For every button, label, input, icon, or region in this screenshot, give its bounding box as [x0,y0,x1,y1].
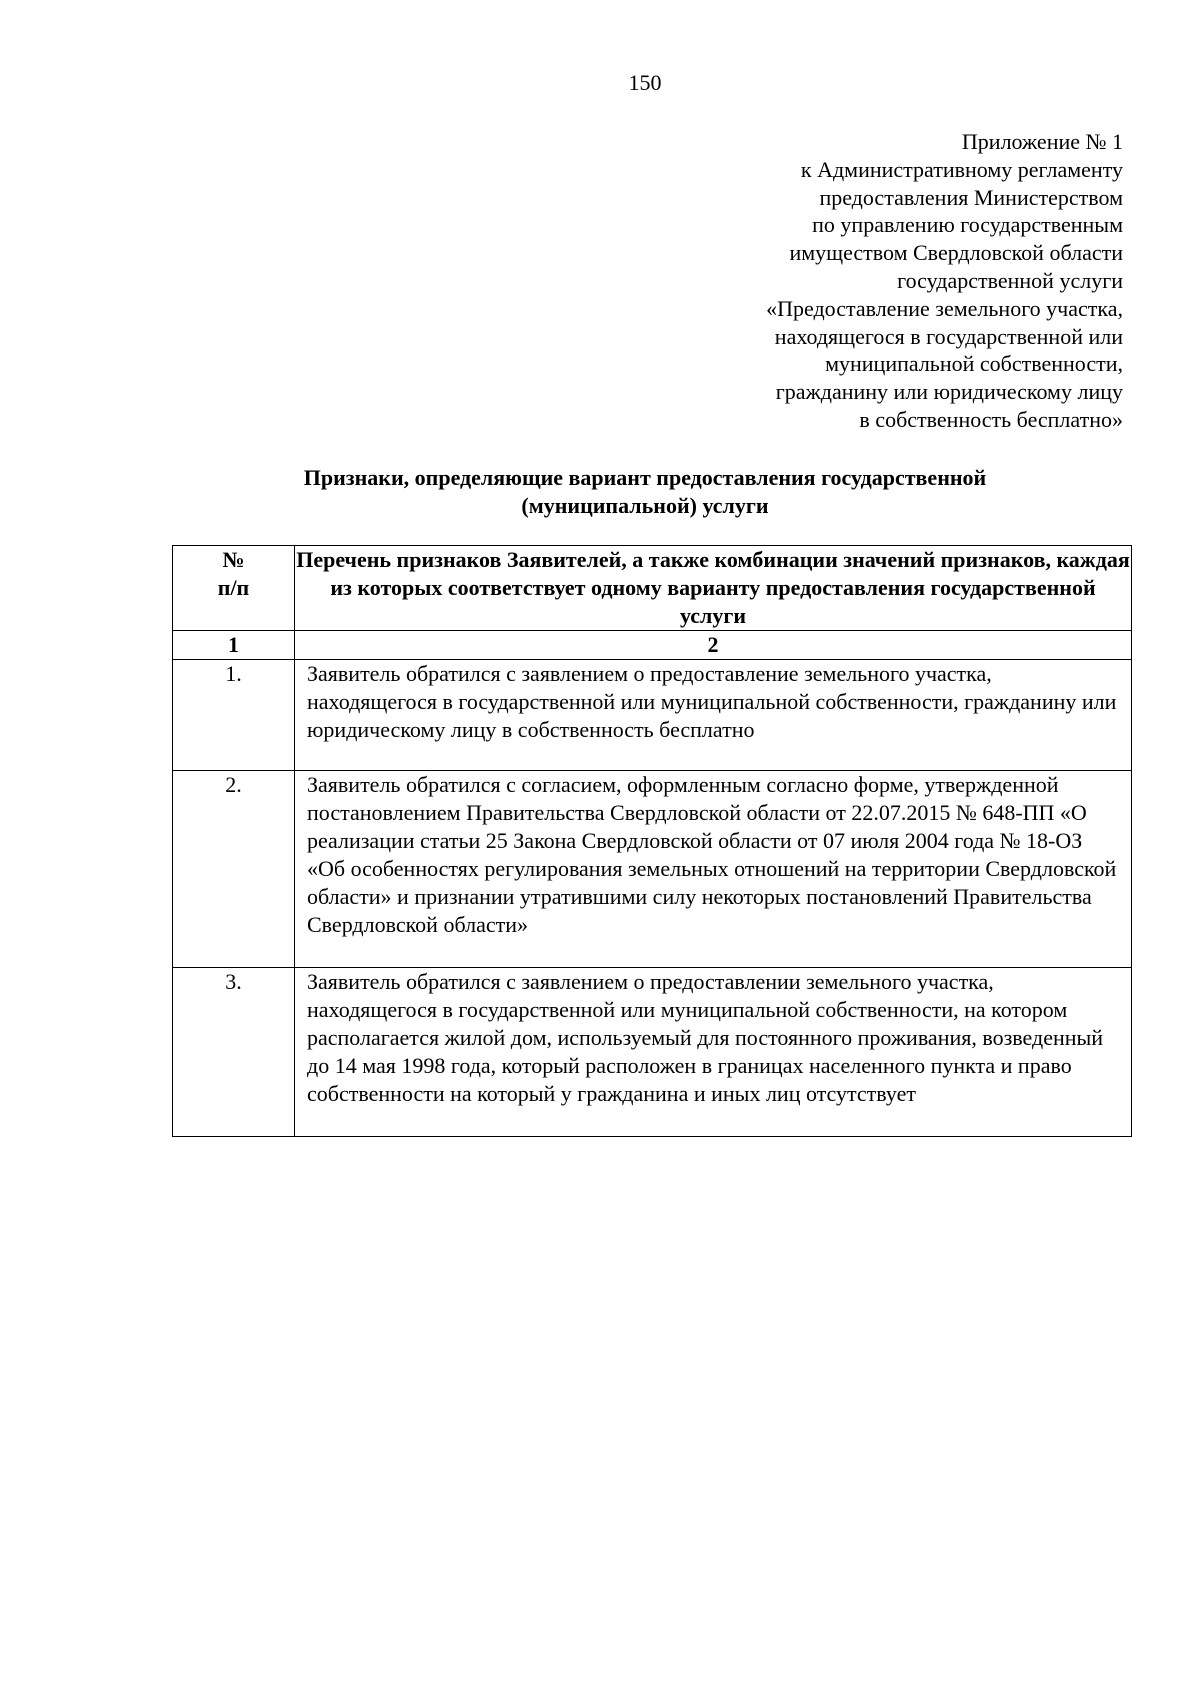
table-index-row [173,631,1132,660]
document-title-line: Признаки, определяющие вариант предоставления государственной [303,465,987,490]
appendix-line: находящегося в государственной или [774,323,1123,349]
column-index-cell: 1 [173,631,295,660]
appendix-reference [603,128,1123,434]
column-header-number [173,546,295,631]
document-title-line: (муниципальной) услуги [521,493,769,518]
appendix-line: Приложение № 1 [961,129,1123,154]
appendix-line: по управлению государственным [812,212,1123,238]
table-row [173,660,1132,771]
column-index-cell: 2 [295,631,1132,660]
page-number: 150 [628,70,662,95]
appendix-line: в собственность бесплатно» [859,406,1123,432]
table-row [173,771,1132,968]
row-criteria-cell: Заявитель обратился с согласием, оформленным согласно форме, утвержденной постановлением Правительства Свердловской области от 22.07.2015 № 648-ПП «О реализации статьи 25 Закона Свердловской области от 07 июля 2004 года № 18-ОЗ «Об особенностях регулирования земельных отношений на территории Свердловской области» и признании утратившими силу некоторых постановлений Правительства Свердловской области» [295,771,1132,968]
column-header-criteria: Перечень признаков Заявителей, а также комбинации значений признаков, каждая из которых соответствует одному варианту предоставления государственной услуги [295,546,1132,631]
row-number-cell: 1. [173,660,295,771]
table-header-row [173,546,1132,631]
row-number-cell: 3. [173,968,295,1137]
appendix-line: имуществом Свердловской области [789,240,1123,266]
row-criteria-cell: Заявитель обратился с заявлением о предоставлении земельного участка, находящегося в государственной или муниципальной собственности, на котором располагается жилой дом, используемый для постоянного проживания, возведенный до 14 мая 1998 года, который расположен в границах населенного пункта и право собственности на который у гражданина и иных лиц отсутствует [295,968,1132,1137]
row-criteria-cell: Заявитель обратился с заявлением о предоставление земельного участка, находящегося в государственной или муниципальной собственности, гражданину или юридическому лицу в собственность бесплатно [295,660,1132,771]
appendix-line: государственной услуги [897,267,1123,293]
column-header-number-line: п/п [217,575,250,600]
document-title [160,464,1130,520]
appendix-line: к Административному регламенту [800,156,1123,182]
column-header-number-line: № [222,547,245,572]
appendix-line: «Предоставление земельного участка, [766,295,1123,321]
appendix-line: гражданину или юридическому лицу [775,379,1123,405]
appendix-line: муниципальной собственности, [825,351,1123,377]
row-number-cell: 2. [173,771,295,968]
appendix-line: предоставления Министерством [819,184,1123,210]
criteria-table [172,545,1132,1137]
table-row [173,968,1132,1137]
